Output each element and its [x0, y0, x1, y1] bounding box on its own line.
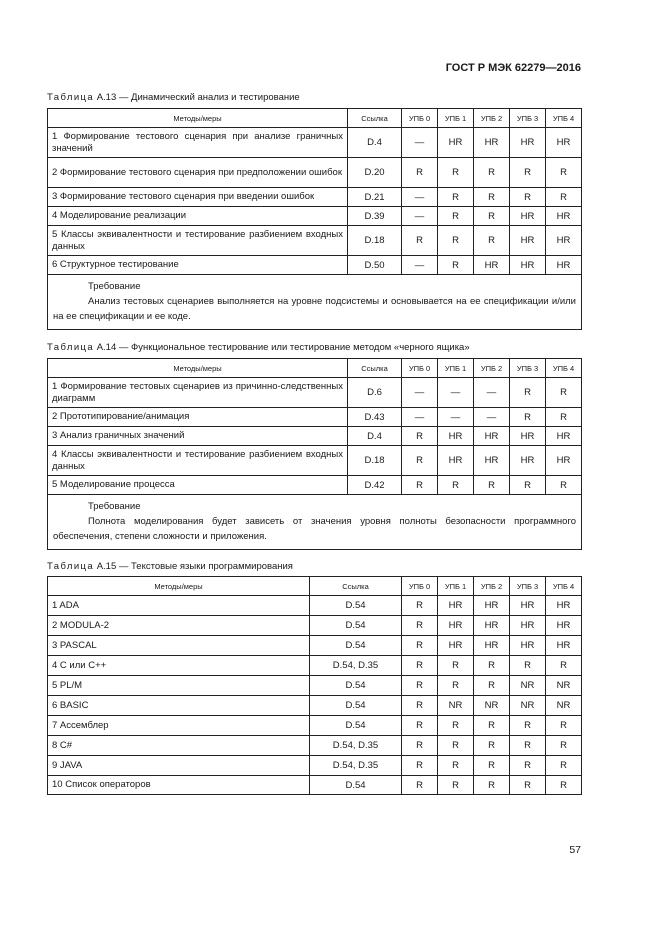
table-row [48, 207, 582, 226]
reference-cell: D.18 [348, 446, 402, 476]
upb4-cell: R [546, 158, 582, 188]
requirement-note [48, 495, 582, 550]
method-cell: 1 ADA [48, 596, 310, 616]
upb2-cell: HR [474, 596, 510, 616]
upb1-header: УПБ 1 [438, 577, 474, 596]
upb1-cell: HR [438, 616, 474, 636]
upb1-cell: — [438, 378, 474, 408]
upb2-cell: R [474, 656, 510, 676]
upb1-cell: R [438, 716, 474, 736]
upb2-header: УПБ 2 [474, 359, 510, 378]
method-cell: 7 Ассемблер [48, 716, 310, 736]
upb1-cell: R [438, 676, 474, 696]
table-row [48, 656, 582, 676]
upb1-cell: R [438, 188, 474, 207]
upb2-cell: HR [474, 446, 510, 476]
upb2-cell: R [474, 756, 510, 776]
upb0-cell: R [402, 676, 438, 696]
upb3-cell: HR [510, 226, 546, 256]
method-cell: 1 Формирование тестового сценария при анализе граничных значений [48, 128, 348, 158]
upb2-cell: R [474, 716, 510, 736]
upb2-cell: R [474, 188, 510, 207]
upb4-cell: R [546, 656, 582, 676]
upb4-cell: HR [546, 207, 582, 226]
upb2-cell: HR [474, 636, 510, 656]
upb1-cell: HR [438, 596, 474, 616]
upb3-cell: HR [510, 427, 546, 446]
methods-header: Методы/меры [48, 109, 348, 128]
upb1-cell: R [438, 656, 474, 676]
upb0-cell: R [402, 776, 438, 795]
upb2-cell: R [474, 158, 510, 188]
page-number: 57 [569, 844, 581, 856]
method-cell: 1 Формирование тестовых сценариев из причинно-следственных диаграмм [48, 378, 348, 408]
reference-cell: D.6 [348, 378, 402, 408]
upb3-cell: HR [510, 596, 546, 616]
upb3-cell: NR [510, 676, 546, 696]
upb4-cell: R [546, 716, 582, 736]
table-row [48, 756, 582, 776]
upb4-cell: R [546, 188, 582, 207]
upb3-cell: R [510, 716, 546, 736]
table-row [48, 408, 582, 427]
upb4-cell: R [546, 378, 582, 408]
upb1-cell: R [438, 226, 474, 256]
method-cell: 8 C# [48, 736, 310, 756]
upb4-cell: R [546, 736, 582, 756]
upb3-cell: HR [510, 207, 546, 226]
upb3-cell: R [510, 736, 546, 756]
table-row [48, 696, 582, 716]
table-a13 [47, 108, 582, 330]
upb2-cell: HR [474, 616, 510, 636]
upb4-header: УПБ 4 [546, 109, 582, 128]
upb0-cell: — [402, 188, 438, 207]
methods-header: Методы/меры [48, 359, 348, 378]
upb3-cell: R [510, 158, 546, 188]
upb2-cell: R [474, 736, 510, 756]
upb4-cell: NR [546, 676, 582, 696]
requirement-title: Требование [88, 501, 141, 512]
method-cell: 3 PASCAL [48, 636, 310, 656]
table-row [48, 636, 582, 656]
upb0-header: УПБ 0 [402, 577, 438, 596]
upb1-cell: R [438, 207, 474, 226]
upb3-cell: HR [510, 636, 546, 656]
method-cell: 4 Классы эквивалентности и тестирование разбиением входных данных [48, 446, 348, 476]
upb0-cell: R [402, 756, 438, 776]
upb0-cell: R [402, 427, 438, 446]
upb2-cell: HR [474, 427, 510, 446]
upb2-cell: — [474, 408, 510, 427]
table-row [48, 256, 582, 275]
reference-cell: D.20 [348, 158, 402, 188]
caption-text: А.15 — Текстовые языки программирования [94, 561, 293, 572]
upb3-header: УПБ 3 [510, 359, 546, 378]
reference-cell: D.50 [348, 256, 402, 275]
upb1-header: УПБ 1 [438, 109, 474, 128]
upb0-cell: — [402, 256, 438, 275]
upb3-cell: HR [510, 256, 546, 275]
upb2-header: УПБ 2 [474, 577, 510, 596]
upb4-cell: HR [546, 616, 582, 636]
upb0-cell: R [402, 158, 438, 188]
reference-cell: D.54 [310, 716, 402, 736]
caption-prefix: Таблица [47, 342, 95, 353]
document-header: ГОСТ Р МЭК 62279—2016 [445, 62, 581, 74]
reference-cell: D.54 [310, 676, 402, 696]
caption-text: А.13 — Динамический анализ и тестирование [94, 92, 300, 103]
upb3-cell: HR [510, 616, 546, 636]
upb2-cell: R [474, 226, 510, 256]
upb0-header: УПБ 0 [402, 109, 438, 128]
reference-cell: D.4 [348, 128, 402, 158]
upb0-cell: R [402, 696, 438, 716]
method-cell: 4 Моделирование реализации [48, 207, 348, 226]
upb0-cell: — [402, 408, 438, 427]
upb3-cell: R [510, 188, 546, 207]
reference-header: Ссылка [310, 577, 402, 596]
upb3-cell: R [510, 408, 546, 427]
table-row [48, 378, 582, 408]
upb0-cell: R [402, 636, 438, 656]
upb4-cell: HR [546, 636, 582, 656]
upb0-cell: R [402, 476, 438, 495]
upb1-cell: NR [438, 696, 474, 716]
reference-cell: D.54 [310, 776, 402, 795]
upb4-cell: R [546, 408, 582, 427]
method-cell: 5 Классы эквивалентности и тестирование разбиением входных данных [48, 226, 348, 256]
reference-cell: D.54 [310, 636, 402, 656]
method-cell: 5 PL/M [48, 676, 310, 696]
upb4-cell: HR [546, 446, 582, 476]
upb1-header: УПБ 1 [438, 359, 474, 378]
upb1-cell: R [438, 756, 474, 776]
reference-cell: D.54 [310, 616, 402, 636]
upb3-cell: R [510, 656, 546, 676]
upb2-cell: R [474, 776, 510, 795]
upb1-cell: R [438, 158, 474, 188]
table-a15-caption [47, 561, 293, 572]
upb0-cell: R [402, 656, 438, 676]
upb3-cell: NR [510, 696, 546, 716]
upb4-cell: HR [546, 128, 582, 158]
reference-cell: D.42 [348, 476, 402, 495]
method-cell: 4 C или C++ [48, 656, 310, 676]
upb3-header: УПБ 3 [510, 109, 546, 128]
method-cell: 9 JAVA [48, 756, 310, 776]
method-cell: 3 Формирование тестового сценария при введении ошибок [48, 188, 348, 207]
upb0-cell: R [402, 446, 438, 476]
table-row [48, 158, 582, 188]
upb2-cell: — [474, 378, 510, 408]
caption-prefix: Таблица [47, 92, 95, 103]
reference-cell: D.39 [348, 207, 402, 226]
upb1-cell: HR [438, 636, 474, 656]
reference-header: Ссылка [348, 109, 402, 128]
table-row [48, 676, 582, 696]
upb0-cell: R [402, 736, 438, 756]
table-row [48, 128, 582, 158]
upb1-cell: HR [438, 427, 474, 446]
method-cell: 10 Список операторов [48, 776, 310, 795]
requirement-text: Анализ тестовых сценариев выполняется на уровне подсистемы и основывается на ее спецификации и/или на ее спецификации и ее коде. [53, 296, 576, 322]
table-row [48, 736, 582, 756]
table-row [48, 427, 582, 446]
upb4-cell: HR [546, 596, 582, 616]
table-a13-caption [47, 92, 300, 103]
reference-cell: D.54, D.35 [310, 656, 402, 676]
table-a15 [47, 576, 582, 795]
upb2-cell: R [474, 676, 510, 696]
upb4-cell: HR [546, 427, 582, 446]
upb0-cell: R [402, 226, 438, 256]
upb2-header: УПБ 2 [474, 109, 510, 128]
upb4-cell: HR [546, 256, 582, 275]
upb4-cell: NR [546, 696, 582, 716]
upb4-cell: R [546, 776, 582, 795]
caption-text: А.14 — Функциональное тестирование или тестирование методом «черного ящика» [94, 342, 470, 353]
upb1-cell: — [438, 408, 474, 427]
requirement-note [48, 275, 582, 330]
requirement-title: Требование [88, 281, 141, 292]
upb3-cell: HR [510, 128, 546, 158]
upb2-cell: R [474, 476, 510, 495]
upb3-cell: R [510, 476, 546, 495]
upb1-cell: HR [438, 128, 474, 158]
method-cell: 2 MODULA-2 [48, 616, 310, 636]
upb4-header: УПБ 4 [546, 359, 582, 378]
method-cell: 3 Анализ граничных значений [48, 427, 348, 446]
upb0-cell: — [402, 378, 438, 408]
method-cell: 6 Структурное тестирование [48, 256, 348, 275]
upb4-cell: R [546, 756, 582, 776]
table-row [48, 716, 582, 736]
upb1-cell: R [438, 776, 474, 795]
reference-cell: D.4 [348, 427, 402, 446]
upb2-cell: HR [474, 128, 510, 158]
upb3-cell: R [510, 756, 546, 776]
upb1-cell: R [438, 256, 474, 275]
table-row [48, 776, 582, 795]
reference-cell: D.43 [348, 408, 402, 427]
reference-header: Ссылка [348, 359, 402, 378]
upb0-header: УПБ 0 [402, 359, 438, 378]
upb0-cell: R [402, 716, 438, 736]
upb3-header: УПБ 3 [510, 577, 546, 596]
reference-cell: D.54, D.35 [310, 736, 402, 756]
table-row [48, 476, 582, 495]
table-row [48, 188, 582, 207]
upb0-cell: — [402, 207, 438, 226]
table-a14-caption [47, 342, 470, 353]
upb2-cell: HR [474, 256, 510, 275]
upb4-cell: R [546, 476, 582, 495]
upb0-cell: R [402, 596, 438, 616]
upb3-cell: HR [510, 446, 546, 476]
method-cell: 2 Формирование тестового сценария при предположении ошибок [48, 158, 348, 188]
reference-cell: D.18 [348, 226, 402, 256]
table-row [48, 616, 582, 636]
upb1-cell: R [438, 476, 474, 495]
reference-cell: D.21 [348, 188, 402, 207]
reference-cell: D.54 [310, 596, 402, 616]
upb0-cell: R [402, 616, 438, 636]
upb2-cell: R [474, 207, 510, 226]
reference-cell: D.54 [310, 696, 402, 716]
caption-prefix: Таблица [47, 561, 95, 572]
upb0-cell: — [402, 128, 438, 158]
reference-cell: D.54, D.35 [310, 756, 402, 776]
method-cell: 6 BASIC [48, 696, 310, 716]
upb2-cell: NR [474, 696, 510, 716]
upb3-cell: R [510, 378, 546, 408]
upb4-cell: HR [546, 226, 582, 256]
upb1-cell: HR [438, 446, 474, 476]
upb4-header: УПБ 4 [546, 577, 582, 596]
table-row [48, 446, 582, 476]
table-row [48, 226, 582, 256]
requirement-text: Полнота моделирования будет зависеть от значения уровня полноты безопасности программного обеспечения, степени сложности и приложения. [53, 516, 576, 542]
table-a14 [47, 358, 582, 550]
method-cell: 5 Моделирование процесса [48, 476, 348, 495]
upb3-cell: R [510, 776, 546, 795]
table-row [48, 596, 582, 616]
upb1-cell: R [438, 736, 474, 756]
methods-header: Методы/меры [48, 577, 310, 596]
method-cell: 2 Прототипирование/анимация [48, 408, 348, 427]
